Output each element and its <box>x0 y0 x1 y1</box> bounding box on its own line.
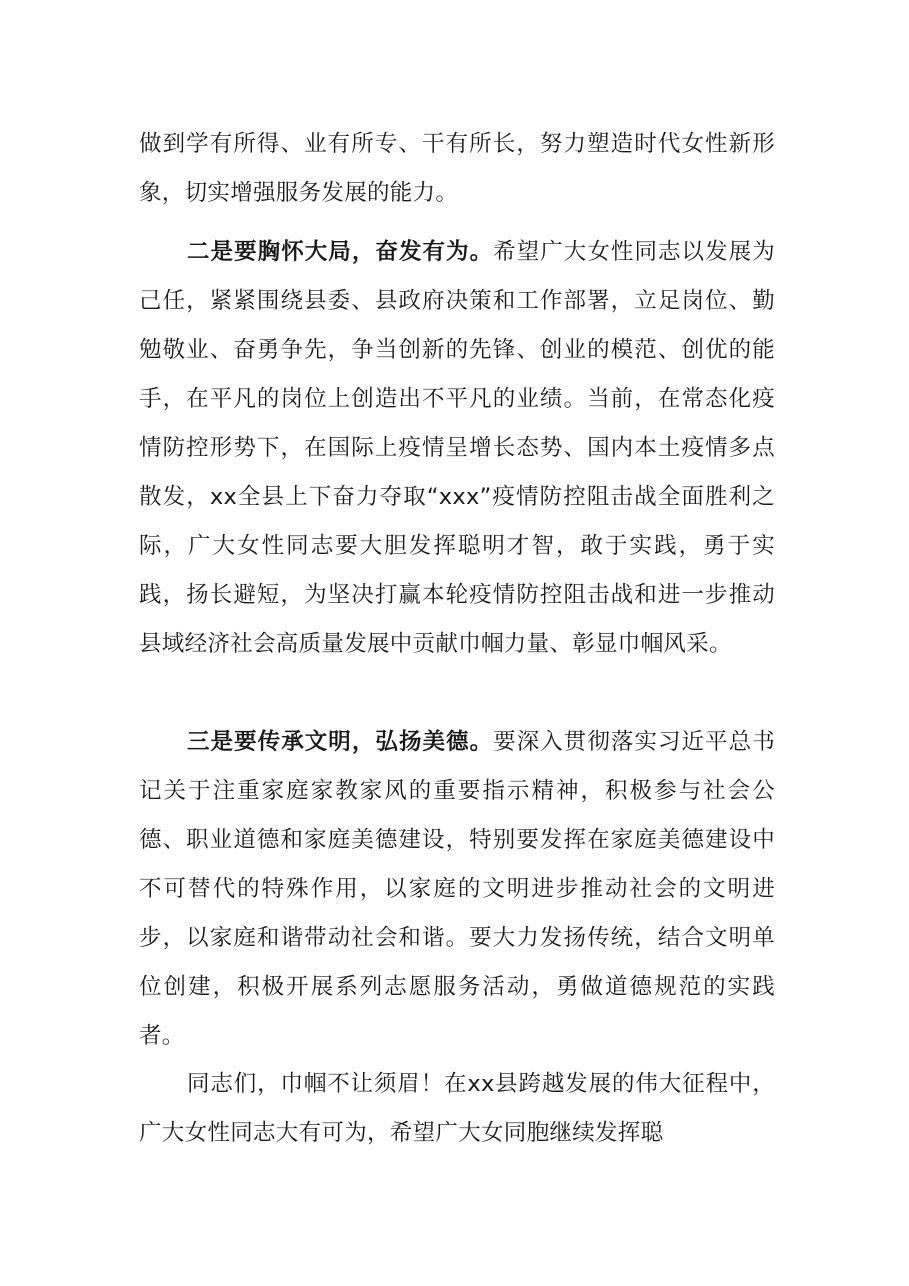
paragraph-3-heading: 三是要传承文明，弘扬美德。 <box>187 729 494 755</box>
paragraph-3 <box>139 718 775 1061</box>
paragraph-2-text: 希望广大女性同志以发展为己任，紧紧围绕县委、县政府决策和工作部署，立足岗位、勤勉敬业、奋勇争先，争当创新的先锋、创业的模范、创优的能手，在平凡的岗位上创造出不平凡的业绩。当前，在常态化疫情防控形势下，在国际上疫情呈增长态势、国内本土疫情多点散发，xx全县上下奋力夺取“xxx”疫情防控阻击战全面胜利之际，广大女性同志要大胆发挥聪明才智，敢于实践，勇于实践，扬长避短，为坚决打赢本轮疫情防控阻击战和进一步推动县域经济社会高质量发展中贡献巾帼力量、彰显巾帼风采。 <box>139 239 775 657</box>
paragraph-1 <box>139 120 775 218</box>
paragraph-2 <box>139 228 775 669</box>
paragraph-4 <box>139 1060 775 1158</box>
paragraph-2-heading: 二是要胸怀大局，奋发有为。 <box>187 239 494 265</box>
paragraph-4-text: 同志们，巾帼不让须眉！在xx县跨越发展的伟大征程中，广大女性同志大有可为，希望广大女同胞继续发挥聪 <box>139 1071 775 1146</box>
paragraph-3-text: 要深入贯彻落实习近平总书记关于注重家庭家教家风的重要指示精神，积极参与社会公德、职业道德和家庭美德建设，特别要发挥在家庭美德建设中不可替代的特殊作用，以家庭的文明进步推动社会的文明进步，以家庭和谐带动社会和谐。要大力发扬传统，结合文明单位创建，积极开展系列志愿服务活动，勇做道德规范的实践者。 <box>139 729 775 1049</box>
paragraph-1-text: 做到学有所得、业有所专、干有所长，努力塑造时代女性新形象，切实增强服务发展的能力。 <box>139 131 775 206</box>
